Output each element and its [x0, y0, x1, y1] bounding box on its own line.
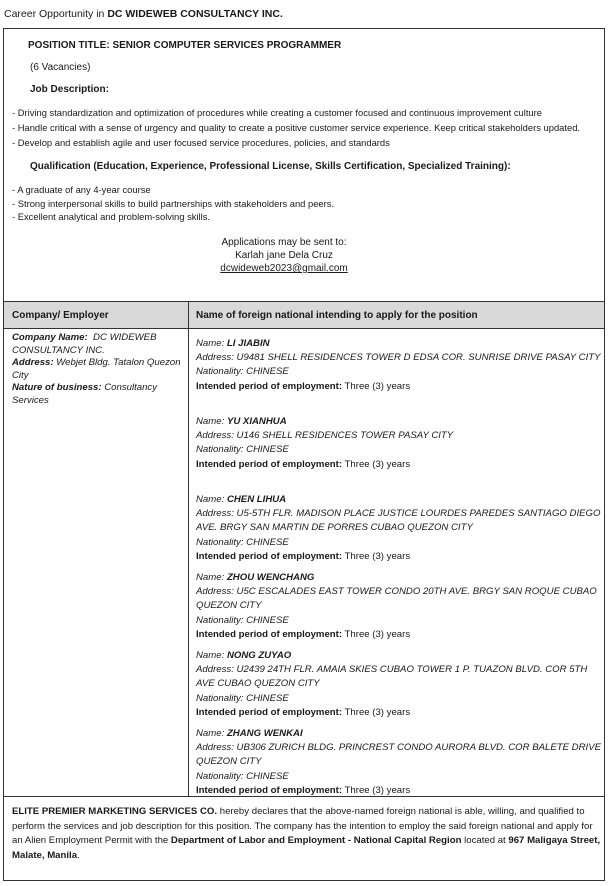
national-period-line [196, 458, 601, 472]
list-item: - Driving standardization and optimization of procedures while creating a customer focused and continuous improvement culture [12, 105, 580, 120]
national-nationality-line [196, 692, 601, 706]
department-address: 967 Maligaya Street, Malate, Manila [12, 835, 601, 861]
national-name: ZHOU WENCHANG [226, 572, 315, 583]
national-address-line [196, 741, 601, 769]
contact-name: Karlah jane Dela Cruz [235, 250, 333, 261]
national-period-line [196, 628, 601, 642]
national-address-line [196, 507, 601, 535]
position-section [4, 29, 604, 301]
national-period-line [196, 380, 601, 394]
nationality-label: Nationality: [196, 366, 244, 378]
national-address: U5-5TH FLR. MADISON PLACE JUSTICE LOURDES PAREDES SANTIAGO DIEGO AVE. BRGY SAN MARTIN DE PORRES CUBAO QUEZON CITY [196, 508, 601, 534]
table-header [4, 301, 604, 329]
document-frame [3, 28, 605, 881]
address-label: Address: [196, 586, 234, 598]
national-name: CHEN LIHUA [226, 494, 287, 505]
national-name-line [196, 649, 601, 663]
list-item: - A graduate of any 4-year course [12, 183, 334, 197]
company-info [12, 332, 182, 407]
qualification-list [12, 183, 334, 224]
declaration-text: hereby declares that the above-named foreign national is able, willing, and qualified to perform the services and job description for this position. The company has the intention to employ the said foreign national and apply for an Alien Employment Permit with the [12, 806, 593, 846]
national-period-line [196, 706, 601, 720]
page-header [4, 8, 283, 20]
national-period-line [196, 550, 601, 564]
column-header-employer: Company/ Employer [12, 310, 109, 321]
job-description-list [12, 105, 580, 150]
name-label: Name: [196, 650, 225, 661]
national-period: Three (3) years [344, 784, 411, 796]
column-divider [188, 301, 189, 797]
list-item: - Strong interpersonal skills to build partnerships with stakeholders and peers. [12, 197, 334, 211]
header-company: DC WIDEWEB CONSULTANCY INC. [107, 8, 283, 20]
national-address: U2439 24TH FLR. AMAIA SKIES CUBAO TOWER 1 P. TUAZON BLVD. COR 5TH AVE CUBAO QUEZON CITY [196, 664, 588, 690]
nationality-label: Nationality: [196, 614, 244, 626]
national-name: LI JIABIN [226, 338, 270, 349]
applications-block [184, 236, 384, 275]
job-description-heading: Job Description: [30, 84, 109, 95]
national-nationality-line [196, 443, 601, 457]
name-label: Name: [196, 338, 225, 349]
national-nationality: CHINESE [246, 536, 289, 548]
national-period: Three (3) years [344, 458, 411, 470]
national-period: Three (3) years [344, 628, 411, 640]
foreign-national-entry [196, 337, 601, 415]
period-label: Intended period of employment: [196, 380, 343, 392]
national-address: UB306 ZURICH BLDG. PRINCREST CONDO AURORA BLVD. COR BALETE DRIVE QUEZON CITY [196, 742, 602, 768]
contact-email-link[interactable]: dcwideweb2023@gmail.com [220, 263, 348, 274]
national-address-line [196, 429, 601, 443]
national-period-line [196, 784, 601, 798]
company-name: DC WIDEWEB CONSULTANCY INC. [12, 332, 157, 356]
national-nationality: CHINESE [246, 366, 289, 378]
foreign-national-entry [196, 649, 601, 727]
national-name-line [196, 415, 601, 429]
declaring-company: ELITE PREMIER MARKETING SERVICES CO. [12, 806, 218, 817]
vacancies: (6 Vacancies) [30, 62, 91, 73]
qualification-heading: Qualification (Education, Experience, Professional License, Skills Certification, Specialized Training): [30, 161, 511, 172]
period-label: Intended period of employment: [196, 628, 343, 640]
national-nationality-line [196, 536, 601, 550]
declaration-footer [12, 805, 604, 863]
list-item: - Handle critical with a sense of urgency and quality to create a positive customer service experience. Keep critical stakeholders updated. [12, 120, 580, 135]
national-address-line [196, 351, 601, 365]
period-label: Intended period of employment: [196, 550, 343, 562]
nationality-label: Nationality: [196, 692, 244, 704]
company-address: Webjet Bldg. Tatalon Quezon City [12, 357, 181, 381]
national-nationality-line [196, 614, 601, 628]
department-name: Department of Labor and Employment - National Capital Region [170, 835, 462, 846]
national-address: U5C ESCALADES EAST TOWER CONDO 20TH AVE. BRGY SAN ROQUE CUBAO QUEZON CITY [196, 586, 597, 612]
national-address-line [196, 663, 601, 691]
national-nationality: CHINESE [246, 614, 289, 626]
foreign-national-entry [196, 727, 601, 805]
national-nationality: CHINESE [246, 444, 289, 456]
national-nationality-line [196, 770, 601, 784]
period-label: Intended period of employment: [196, 784, 343, 796]
address-label: Address: [196, 742, 234, 754]
national-nationality-line [196, 365, 601, 379]
national-period: Three (3) years [344, 706, 411, 718]
national-period: Three (3) years [344, 550, 411, 562]
national-name: NONG ZUYAO [226, 650, 292, 661]
national-name-line [196, 337, 601, 351]
foreign-national-entry [196, 415, 601, 493]
position-title: POSITION TITLE: SENIOR COMPUTER SERVICES PROGRAMMER [28, 40, 342, 51]
address-label: Address: [196, 508, 234, 520]
national-address: U146 SHELL RESIDENCES TOWER PASAY CITY [236, 430, 454, 442]
national-nationality: CHINESE [246, 692, 289, 704]
national-name: YU XIANHUA [226, 416, 287, 427]
national-name: ZHANG WENKAI [226, 728, 303, 739]
business-label: Nature of business: [12, 382, 102, 393]
name-label: Name: [196, 728, 225, 739]
column-header-foreign-national: Name of foreign national intending to apply for the position [196, 310, 478, 321]
nationality-label: Nationality: [196, 444, 244, 456]
national-nationality: CHINESE [246, 770, 289, 782]
national-name-line [196, 727, 601, 741]
nationality-label: Nationality: [196, 770, 244, 782]
name-label: Name: [196, 494, 225, 505]
address-label: Address: [196, 430, 234, 442]
company-name-label: Company Name: [12, 332, 88, 343]
business-value: Consultancy Services [12, 382, 158, 406]
address-label: Address: [196, 352, 234, 364]
nationality-label: Nationality: [196, 536, 244, 548]
foreign-national-entry [196, 571, 601, 649]
declaration-located: located at [464, 835, 506, 846]
company-address-label: Address: [12, 357, 54, 368]
foreign-nationals-list [196, 337, 601, 805]
national-period: Three (3) years [344, 380, 411, 392]
period-label: Intended period of employment: [196, 458, 343, 470]
list-item: - Excellent analytical and problem-solving skills. [12, 210, 334, 224]
period-label: Intended period of employment: [196, 706, 343, 718]
national-address-line [196, 585, 601, 613]
list-item: - Develop and establish agile and user focused service procedures, policies, and standards [12, 135, 580, 150]
applications-line: Applications may be sent to: [221, 237, 347, 248]
national-name-line [196, 571, 601, 585]
foreign-national-entry [196, 493, 601, 571]
name-label: Name: [196, 416, 225, 427]
declaration-end: . [77, 849, 80, 861]
name-label: Name: [196, 572, 225, 583]
national-address: U9481 SHELL RESIDENCES TOWER D EDSA COR. SUNRISE DRIVE PASAY CITY [236, 352, 601, 364]
address-label: Address: [196, 664, 234, 676]
header-prefix: Career Opportunity in [4, 8, 105, 20]
national-name-line [196, 493, 601, 507]
